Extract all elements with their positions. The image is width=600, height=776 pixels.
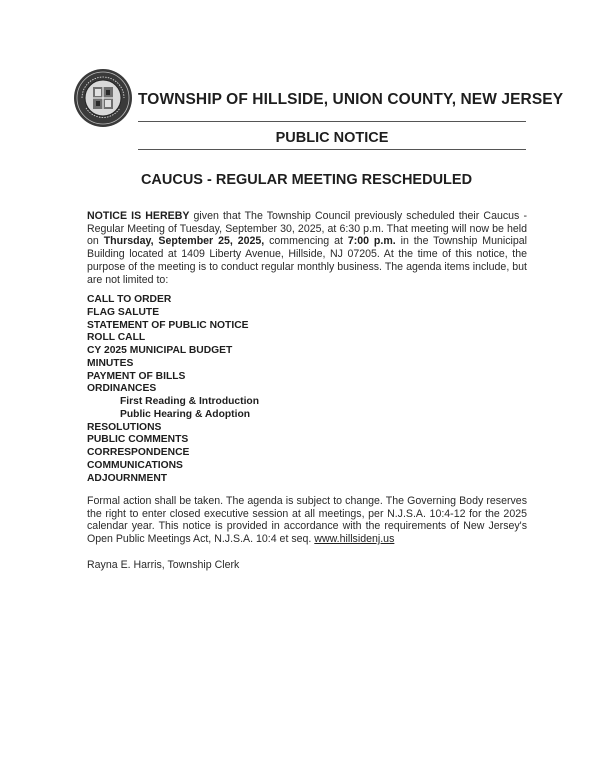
agenda-item: CORRESPONDENCE — [87, 447, 190, 458]
agenda-item: COMMUNICATIONS — [87, 459, 183, 471]
intro-text-1: given that The Township Council previously scheduled their Caucus - Regular Meeting of Tuesday, September 30, 2025, at 6:30 p.m. That meeting will now be held on — [87, 210, 527, 248]
agenda-item: CY 2025 MUNICIPAL BUDGET — [87, 345, 233, 356]
intro-text-2: commencing at — [264, 235, 348, 248]
public-notice-title: PUBLIC NOTICE — [275, 130, 389, 146]
agenda-item: ROLL CALL — [87, 332, 146, 344]
agenda-item: ADJOURNMENT — [87, 472, 168, 484]
meeting-date: Thursday, September 25, 2025, — [103, 235, 265, 248]
intro-paragraph — [87, 210, 527, 286]
meeting-time: 7:00 p.m. — [347, 235, 396, 248]
township-seal-logo — [73, 68, 133, 128]
notice-headline: CAUCUS - REGULAR MEETING RESCHEDULED — [140, 172, 473, 188]
agenda-item: STATEMENT OF PUBLIC NOTICE — [87, 319, 249, 331]
agenda-item: MINUTES — [87, 357, 134, 369]
agenda-list — [87, 294, 259, 485]
header-bottom-divider — [138, 149, 526, 150]
agenda-item: ORDINANCES — [87, 383, 157, 395]
agenda-item: PUBLIC COMMENTS — [87, 434, 189, 446]
closing-paragraph — [87, 495, 527, 546]
website-link[interactable]: www.hillsidenj.us — [314, 533, 395, 546]
closing-text: Formal action shall be taken. The agenda is subject to change. The Governing Body reserves the right to enter closed executive session at all meetings, per N.J.S.A. 10:4-12 for the 2025 calendar year. This notice is provided in accordance with the requirements of New Jersey's Open Public Meetings Act, N.J.S.A. 10:4 et seq. — [87, 495, 527, 546]
agenda-subitem: Public Hearing & Adoption — [120, 408, 251, 420]
clerk-signature: Rayna E. Harris, Township Clerk — [87, 559, 240, 571]
agenda-item: RESOLUTIONS — [87, 421, 162, 433]
organization-title: TOWNSHIP OF HILLSIDE, UNION COUNTY, NEW JERSEY — [138, 91, 564, 108]
header-top-divider — [138, 121, 526, 122]
agenda-item: CALL TO ORDER — [87, 294, 172, 305]
intro-lead: NOTICE IS HEREBY — [87, 210, 190, 222]
agenda-item: PAYMENT OF BILLS — [87, 370, 186, 382]
intro-text-3: in the Township Municipal Building located at 1409 Liberty Avenue, Hillside, NJ 07205. At the time of this notice, the purpose of the meeting is to conduct regular monthly business. The agenda items include, but are not limited to: — [87, 235, 527, 286]
agenda-item: FLAG SALUTE — [87, 306, 160, 318]
agenda-subitem: First Reading & Introduction — [120, 396, 260, 407]
